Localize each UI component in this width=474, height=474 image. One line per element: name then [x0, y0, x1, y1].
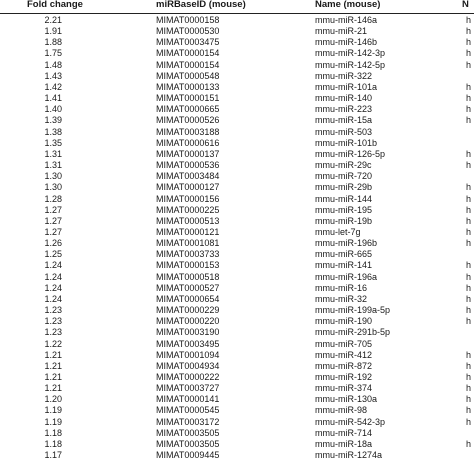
mirbase-id-cell: MIMAT0004934: [156, 360, 220, 371]
mirbase-id-cell: MIMAT0000526: [156, 115, 220, 126]
table-body: [0, 15, 474, 461]
table-row: [0, 93, 474, 104]
mirbase-id-cell: MIMAT0003484: [156, 171, 220, 182]
mirbase-id-cell: MIMAT0000156: [156, 193, 220, 204]
fold-change-cell: 1.25: [44, 249, 62, 260]
next-column-cell: h: [466, 405, 472, 416]
mirna-name-cell: mmu-miR-223: [315, 104, 373, 115]
mirna-name-cell: mmu-miR-15a: [315, 115, 373, 126]
table-row: [0, 383, 474, 394]
next-column-cell: h: [466, 37, 472, 48]
next-column-cell: h: [466, 260, 472, 271]
table-row: [0, 272, 474, 283]
next-column-cell: h: [466, 26, 472, 37]
fold-change-cell: 1.21: [44, 360, 62, 371]
fold-change-cell: 1.39: [44, 115, 62, 126]
table-row: [0, 439, 474, 450]
table-header-row: [0, 0, 474, 14]
table-row: [0, 48, 474, 59]
mirna-name-cell: mmu-miR-141: [315, 260, 373, 271]
fold-change-cell: 1.42: [44, 81, 62, 92]
mirna-name-cell: mmu-miR-21: [315, 26, 368, 37]
next-column-cell: h: [466, 305, 472, 316]
table-row: [0, 249, 474, 260]
mirbase-id-cell: MIMAT0000151: [156, 93, 220, 104]
next-column-cell: h: [466, 394, 472, 405]
mirbase-id-cell: MIMAT0000229: [156, 305, 220, 316]
table-row: [0, 316, 474, 327]
next-column-cell: h: [466, 316, 472, 327]
fold-change-cell: 1.38: [44, 126, 62, 137]
table-row: [0, 26, 474, 37]
table-row: [0, 37, 474, 48]
next-column-cell: h: [466, 160, 472, 171]
table-row: [0, 15, 474, 26]
table-row: [0, 227, 474, 238]
mirbase-id-cell: MIMAT0000530: [156, 26, 220, 37]
mirna-name-cell: mmu-miR-19b: [315, 215, 373, 226]
next-column-cell: h: [466, 193, 472, 204]
table-row: [0, 428, 474, 439]
mirna-name-cell: mmu-miR-196b: [315, 238, 378, 249]
mirna-name-cell: mmu-miR-101b: [315, 137, 378, 148]
mirbase-id-cell: MIMAT0000654: [156, 293, 220, 304]
table-row: [0, 104, 474, 115]
mirbase-id-cell: MIMAT0000154: [156, 48, 220, 59]
mirbase-id-cell: MIMAT0003733: [156, 249, 220, 260]
mirna-name-cell: mmu-miR-291b-5p: [315, 327, 391, 338]
next-column-cell: h: [466, 360, 472, 371]
table-row: [0, 372, 474, 383]
mirbase-id-cell: MIMAT0000225: [156, 204, 220, 215]
fold-change-cell: 1.28: [44, 193, 62, 204]
fold-change-cell: 1.91: [44, 26, 62, 37]
fold-change-cell: 2.21: [44, 15, 62, 25]
fold-change-cell: 1.24: [44, 260, 62, 271]
mirna-name-cell: mmu-let-7g: [315, 226, 361, 237]
header-fold-change: Fold change: [27, 0, 83, 10]
mirbase-id-cell: MIMAT0000665: [156, 104, 220, 115]
next-column-cell: h: [466, 148, 472, 159]
mirna-name-cell: mmu-miR-130a: [315, 394, 378, 405]
next-column-cell: h: [466, 93, 472, 104]
mirbase-id-cell: MIMAT0000127: [156, 182, 220, 193]
fold-change-cell: 1.35: [44, 137, 62, 148]
table-row: [0, 182, 474, 193]
fold-change-cell: 1.22: [44, 338, 62, 349]
mirna-name-cell: mmu-miR-101a: [315, 81, 378, 92]
fold-change-cell: 1.27: [44, 226, 62, 237]
fold-change-cell: 1.48: [44, 59, 62, 70]
mirna-name-cell: mmu-miR-196a: [315, 271, 378, 282]
mirbase-id-cell: MIMAT0000545: [156, 405, 220, 416]
fold-change-cell: 1.43: [44, 70, 62, 81]
fold-change-cell: 1.30: [44, 182, 62, 193]
mirbase-id-cell: MIMAT0003495: [156, 338, 220, 349]
mirna-name-cell: mmu-miR-192: [315, 372, 373, 382]
table-row: [0, 171, 474, 182]
next-column-cell: h: [466, 48, 472, 59]
fold-change-cell: 1.19: [44, 416, 62, 427]
table-row: [0, 405, 474, 416]
next-column-cell: h: [466, 81, 472, 92]
mirbase-id-cell: MIMAT0000141: [156, 394, 220, 405]
mirna-name-cell: mmu-miR-374: [315, 383, 373, 394]
mirna-name-cell: mmu-miR-412: [315, 349, 373, 360]
mirna-name-cell: mmu-miR-195: [315, 204, 373, 215]
mirbase-id-cell: MIMAT0000527: [156, 282, 220, 293]
fold-change-cell: 1.23: [44, 327, 62, 338]
mirbase-id-cell: MIMAT0000518: [156, 271, 220, 282]
fold-change-cell: 1.31: [44, 160, 62, 171]
mirna-name-cell: mmu-miR-144: [315, 193, 373, 204]
mirbase-id-cell: MIMAT0000133: [156, 81, 220, 92]
mirna-name-cell: mmu-miR-146b: [315, 37, 378, 48]
mirbase-id-cell: MIMAT0000121: [156, 226, 220, 237]
mirna-name-cell: mmu-miR-503: [315, 126, 373, 137]
mirna-name-cell: mmu-miR-18a: [315, 438, 373, 449]
next-column-cell: h: [466, 416, 472, 427]
fold-change-cell: 1.41: [44, 93, 62, 104]
table-row: [0, 417, 474, 428]
next-column-cell: h: [466, 182, 472, 193]
mirna-name-cell: mmu-miR-705: [315, 338, 373, 349]
mirbase-id-cell: MIMAT0003505: [156, 427, 220, 438]
mirbase-id-cell: MIMAT0000154: [156, 59, 220, 70]
mirbase-id-cell: MIMAT0009445: [156, 450, 220, 461]
table-row: [0, 160, 474, 171]
mirna-name-cell: mmu-miR-542-3p: [315, 416, 386, 427]
mirbase-id-cell: MIMAT0000153: [156, 260, 220, 271]
mirna-name-cell: mmu-miR-322: [315, 70, 373, 81]
table-row: [0, 194, 474, 205]
mirbase-id-cell: MIMAT0003475: [156, 37, 220, 48]
mirna-name-cell: mmu-miR-140: [315, 93, 373, 104]
mirna-name-cell: mmu-miR-720: [315, 171, 373, 182]
next-column-cell: h: [466, 349, 472, 360]
fold-change-cell: 1.23: [44, 305, 62, 316]
next-column-cell: h: [466, 383, 472, 394]
fold-change-cell: 1.21: [44, 349, 62, 360]
table-row: [0, 60, 474, 71]
next-column-cell: h: [466, 438, 472, 449]
mirbase-id-cell: MIMAT0000616: [156, 137, 220, 148]
fold-change-cell: 1.24: [44, 271, 62, 282]
fold-change-cell: 1.30: [44, 171, 62, 182]
fold-change-cell: 1.31: [44, 148, 62, 159]
header-name: Name (mouse): [315, 0, 381, 10]
mirbase-id-cell: MIMAT0000220: [156, 316, 220, 327]
table-row: [0, 82, 474, 93]
fold-change-cell: 1.18: [44, 438, 62, 449]
mirna-name-cell: mmu-miR-199a-5p: [315, 305, 391, 316]
mirna-name-cell: mmu-miR-1274a: [315, 450, 383, 461]
fold-change-cell: 1.21: [44, 372, 62, 382]
next-column-cell: h: [466, 293, 472, 304]
mirna-name-cell: mmu-miR-98: [315, 405, 368, 416]
table-row: [0, 394, 474, 405]
mirbase-id-cell: MIMAT0003172: [156, 416, 220, 427]
mirna-name-cell: mmu-miR-714: [315, 427, 373, 438]
table-row: [0, 327, 474, 338]
fold-change-cell: 1.23: [44, 316, 62, 327]
fold-change-cell: 1.88: [44, 37, 62, 48]
fold-change-cell: 1.40: [44, 104, 62, 115]
mirbase-id-cell: MIMAT0003190: [156, 327, 220, 338]
mirna-name-cell: mmu-miR-29c: [315, 160, 372, 171]
mirbase-id-cell: MIMAT0001094: [156, 349, 220, 360]
fold-change-cell: 1.18: [44, 427, 62, 438]
table-row: [0, 283, 474, 294]
table-row: [0, 127, 474, 138]
mirna-name-cell: mmu-miR-665: [315, 249, 373, 260]
mirbase-id-cell: MIMAT0003188: [156, 126, 220, 137]
mirna-name-cell: mmu-miR-29b: [315, 182, 373, 193]
next-column-cell: h: [466, 271, 472, 282]
table-row: [0, 149, 474, 160]
mirna-name-cell: mmu-miR-142-5p: [315, 59, 386, 70]
table-row: [0, 294, 474, 305]
next-column-cell: h: [466, 115, 472, 126]
next-column-cell: h: [466, 372, 472, 382]
next-column-cell: h: [466, 15, 472, 25]
mirbase-id-cell: MIMAT0001081: [156, 238, 220, 249]
next-column-cell: h: [466, 59, 472, 70]
fold-change-cell: 1.24: [44, 282, 62, 293]
mirbase-id-cell: MIMAT0000222: [156, 372, 220, 382]
table-row: [0, 115, 474, 126]
fold-change-cell: 1.19: [44, 405, 62, 416]
mirbase-id-cell: MIMAT0000536: [156, 160, 220, 171]
mirna-name-cell: mmu-miR-32: [315, 293, 368, 304]
mirna-name-cell: mmu-miR-872: [315, 360, 373, 371]
fold-change-cell: 1.20: [44, 394, 62, 405]
mirbase-id-cell: MIMAT0000548: [156, 70, 220, 81]
table-row: [0, 305, 474, 316]
next-column-cell: h: [466, 204, 472, 215]
mirna-name-cell: mmu-miR-146a: [315, 15, 378, 25]
mirbase-id-cell: MIMAT0000513: [156, 215, 220, 226]
fold-change-cell: 1.75: [44, 48, 62, 59]
fold-change-cell: 1.17: [44, 450, 62, 461]
mirbase-id-cell: MIMAT0003505: [156, 438, 220, 449]
fold-change-cell: 1.21: [44, 383, 62, 394]
table-row: [0, 350, 474, 361]
next-column-cell: h: [466, 215, 472, 226]
mirna-name-cell: mmu-miR-190: [315, 316, 373, 327]
next-column-cell: h: [466, 226, 472, 237]
table-row: [0, 216, 474, 227]
next-column-cell: h: [466, 238, 472, 249]
fold-change-cell: 1.27: [44, 204, 62, 215]
next-column-cell: h: [466, 104, 472, 115]
mirbase-id-cell: MIMAT0000137: [156, 148, 220, 159]
mirbase-id-cell: MIMAT0003727: [156, 383, 220, 394]
mirna-name-cell: mmu-miR-142-3p: [315, 48, 386, 59]
table-row: [0, 450, 474, 461]
table-row: [0, 205, 474, 216]
fold-change-cell: 1.26: [44, 238, 62, 249]
header-next-column: N: [462, 0, 469, 10]
mirbase-id-cell: MIMAT0000158: [156, 15, 220, 25]
mirna-name-cell: mmu-miR-126-5p: [315, 148, 386, 159]
fold-change-cell: 1.27: [44, 215, 62, 226]
fold-change-cell: 1.24: [44, 293, 62, 304]
table-row: [0, 260, 474, 271]
table-row: [0, 71, 474, 82]
mirna-name-cell: mmu-miR-16: [315, 282, 368, 293]
table-row: [0, 238, 474, 249]
table-row: [0, 138, 474, 149]
next-column-cell: h: [466, 282, 472, 293]
table-row: [0, 361, 474, 372]
table-row: [0, 339, 474, 350]
header-mirbase-id: miRBaseID (mouse): [156, 0, 246, 10]
